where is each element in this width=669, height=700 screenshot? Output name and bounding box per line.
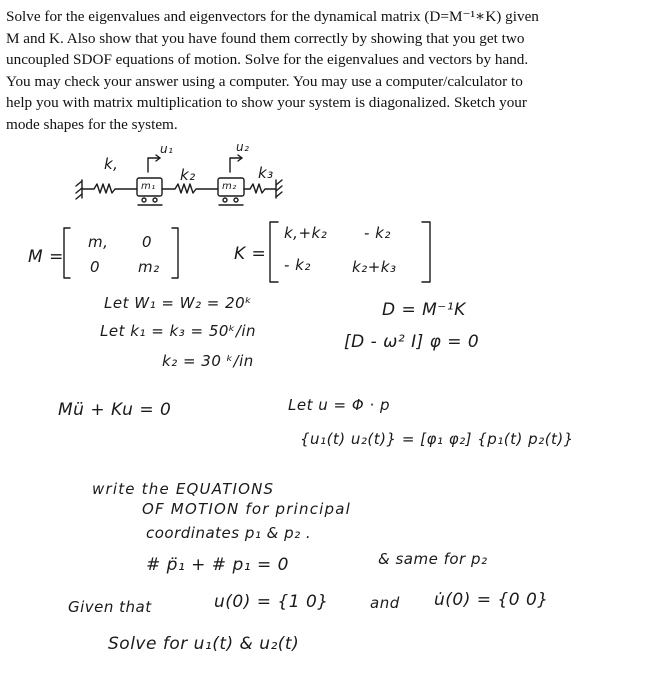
label-k3: k₃	[258, 164, 274, 182]
label-k2: k₂	[180, 166, 196, 184]
initial-displacement: u(0) = {1 0}	[214, 592, 329, 612]
equation-of-motion: Mü + Ku = 0	[58, 400, 172, 420]
dynamical-matrix-def: D = M⁻¹K	[382, 300, 466, 320]
k-matrix-12: - k₂	[364, 224, 391, 242]
initial-velocity: u̇(0) = {0 0}	[434, 590, 549, 610]
spring-k2	[162, 184, 218, 193]
same-for-p2: & same for p₂	[378, 550, 488, 568]
m-matrix-left-bracket	[64, 228, 70, 278]
instruction-line-3: coordinates p₁ & p₂ .	[146, 524, 312, 542]
instruction-line-2: OF MOTION for principal	[142, 500, 351, 518]
k-matrix-11: k,+k₂	[284, 224, 328, 242]
m-matrix-21: 0	[90, 258, 101, 276]
problem-line-3: uncoupled SDOF equations of motion. Solve for the eigenvalues and vectors by hand.	[6, 51, 529, 69]
label-m2: m₂	[222, 181, 237, 192]
m-matrix-22: m₂	[138, 258, 160, 276]
k-matrix-21: - k₂	[284, 256, 311, 274]
modal-substitution: Let u = Φ · p	[288, 396, 390, 414]
m-matrix-label: M =	[28, 247, 64, 267]
problem-line-5: help you with matrix multiplication to show your system is diagonalized. Sketch your	[6, 94, 527, 112]
and-label: and	[370, 594, 400, 612]
k-matrix-left-bracket	[270, 222, 278, 282]
label-u1: u₁	[160, 142, 174, 156]
instruction-line-1: write the EQUATIONS	[92, 480, 275, 498]
problem-line-6: mode shapes for the system.	[6, 115, 178, 133]
label-m1: m₁	[141, 181, 156, 192]
eigen-equation: [D - ω² I] φ = 0	[344, 332, 480, 352]
given-k2: k₂ = 30 ᵏ/in	[162, 352, 254, 370]
problem-line-1: Solve for the eigenvalues and eigenvectors for the dynamical matrix (D=M⁻¹∗K) given	[6, 8, 539, 25]
m-matrix-right-bracket	[172, 228, 178, 278]
solve-instruction: Solve for u₁(t) & u₂(t)	[108, 634, 300, 654]
given-k1-k3: Let k₁ = k₃ = 50ᵏ/in	[100, 322, 257, 340]
principal-eom: # p̈₁ + # p₁ = 0	[146, 555, 289, 575]
label-u2: u₂	[236, 140, 250, 154]
k-matrix-label: K =	[234, 244, 267, 264]
given-weights: Let W₁ = W₂ = 20ᵏ	[104, 294, 253, 312]
problem-line-2: M and K. Also show that you have found them correctly by showing that you get two	[6, 29, 525, 47]
k-matrix-right-bracket	[422, 222, 430, 282]
m-matrix-11: m,	[88, 233, 109, 251]
spring-k1	[82, 184, 137, 193]
m-matrix-12: 0	[142, 233, 153, 251]
modal-vector-equation: {u₁(t) u₂(t)} = [φ₁ φ₂] {p₁(t) p₂(t)}	[300, 430, 574, 448]
label-k1: k,	[104, 155, 119, 173]
spring-k3	[244, 184, 276, 193]
k-matrix-22: k₂+k₃	[352, 258, 397, 276]
given-that-label: Given that	[68, 598, 152, 616]
problem-line-4: You may check your answer using a computer. You may use a computer/calculator to	[6, 72, 523, 90]
